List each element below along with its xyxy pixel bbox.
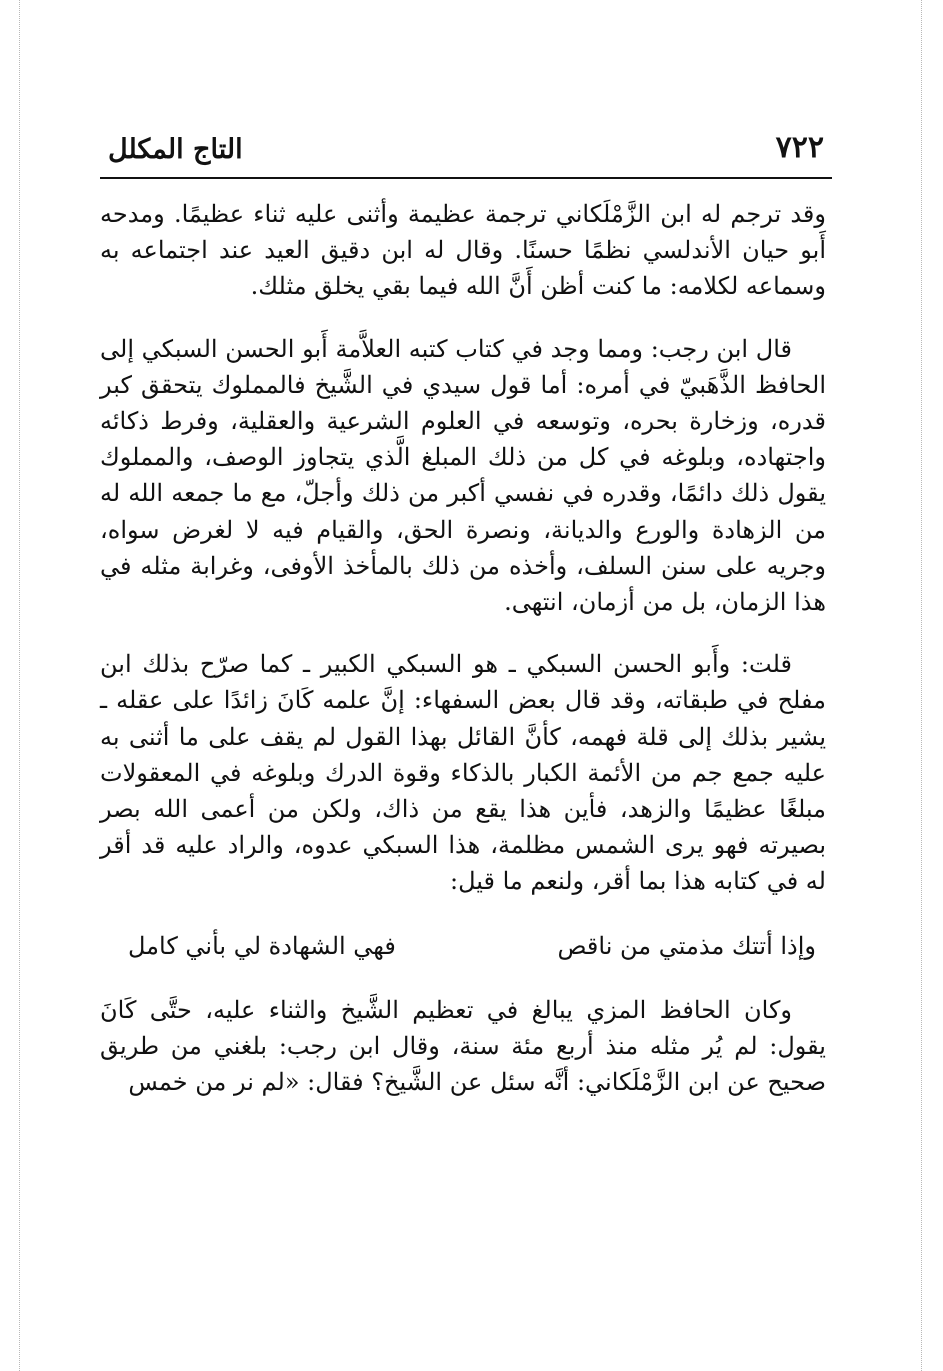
- right-margin-dotted-line: [921, 0, 922, 1371]
- page-body: [100, 196, 826, 1100]
- verse-first-hemistich: وإذا أتتك مذمتي من ناقص: [557, 931, 816, 960]
- paragraph-4: وكان الحافظ المزي يبالغ في تعظيم الشَّيخ والثناء عليه، حتَّى كَانَ يقول: لم يُر مثله منذ أربع مئة سنة، وقال ابن رجب: بلغني من طريق صحيح عن ابن الزَّمْلَكاني: أنَّه سئل عن الشَّيخ؟ فقال: «لم نر من خمس: [100, 995, 826, 1097]
- page-header: [100, 128, 832, 176]
- paragraph-3: قلت: وأَبو الحسن السبكي ـ هو السبكي الكبير ـ كما صرّح بذلك ابن مفلح في طبقاته، وقد قال بعض السفهاء: إنَّ علمه كَانَ زائدًا على عقله ـ يشير بذلك إلى قلة فهمه، كأنَّ القائل بهذا القول لم يقف على ما أثنى به عليه جمع جم من الأئمة الكبار بالذكاء وقوة الدرك وبلوغه في المعقولات مبلغًا عظيمًا والزهد، فأين هذا يقع من ذاك، ولكن من أعمى الله بصر بصيرته فهو يرى الشمس مظلمة، هذا السبكي عدوه، والراد عليه قد أقر له في كتابه هذا بما أقر، ولنعم ما قيل:: [100, 650, 826, 896]
- verse-second-hemistich: فهي الشهادة لي بأني كامل: [128, 931, 396, 960]
- header-divider: [100, 177, 832, 179]
- paragraph-1: وقد ترجم له ابن الزَّمْلَكاني ترجمة عظيمة وأثنى عليه ثناء عظيمًا. ومدحه أَبو حيان الأندلسي نظمًا حسنًا. وقال له ابن دقيق العيد عند اجتماعه به وسماعه لكلامه: ما كنت أظن أَنَّ الله فيما بقي يخلق مثلك.: [100, 200, 826, 301]
- poetry-verse: [100, 926, 826, 966]
- paragraph-2: قال ابن رجب: ومما وجد في كتاب كتبه العلاَّمة أَبو الحسن السبكي إلى الحافظ الذَّهَبيّ في أمره: أما قول سيدي في الشَّيخ فالمملوك يتحقق كبر قدره، وزخارة بحره، وتوسعه في العلوم الشرعية والعقلية، وفرط ذكائه واجتهاده، وبلوغه في كل من ذلك المبلغ الَّذي يتجاوز الوصف، والمملوك يقول ذلك دائمًا، وقدره في نفسي أكبر من ذلك وأجلّ، مع ما جمعه الله له من الزهادة والورع والديانة، ونصرة الحق، والقيام فيه لا لغرض سواه، وجريه على سنن السلف، وأخذه من ذلك بالمأخذ الأوفى، وغرابة مثله في هذا الزمان، بل من أزمان، انتهى.: [100, 334, 827, 617]
- page-number: ٧٢٢: [775, 130, 824, 165]
- left-margin-dotted-line: [19, 0, 20, 1371]
- book-title: التاج المكلل: [108, 134, 243, 165]
